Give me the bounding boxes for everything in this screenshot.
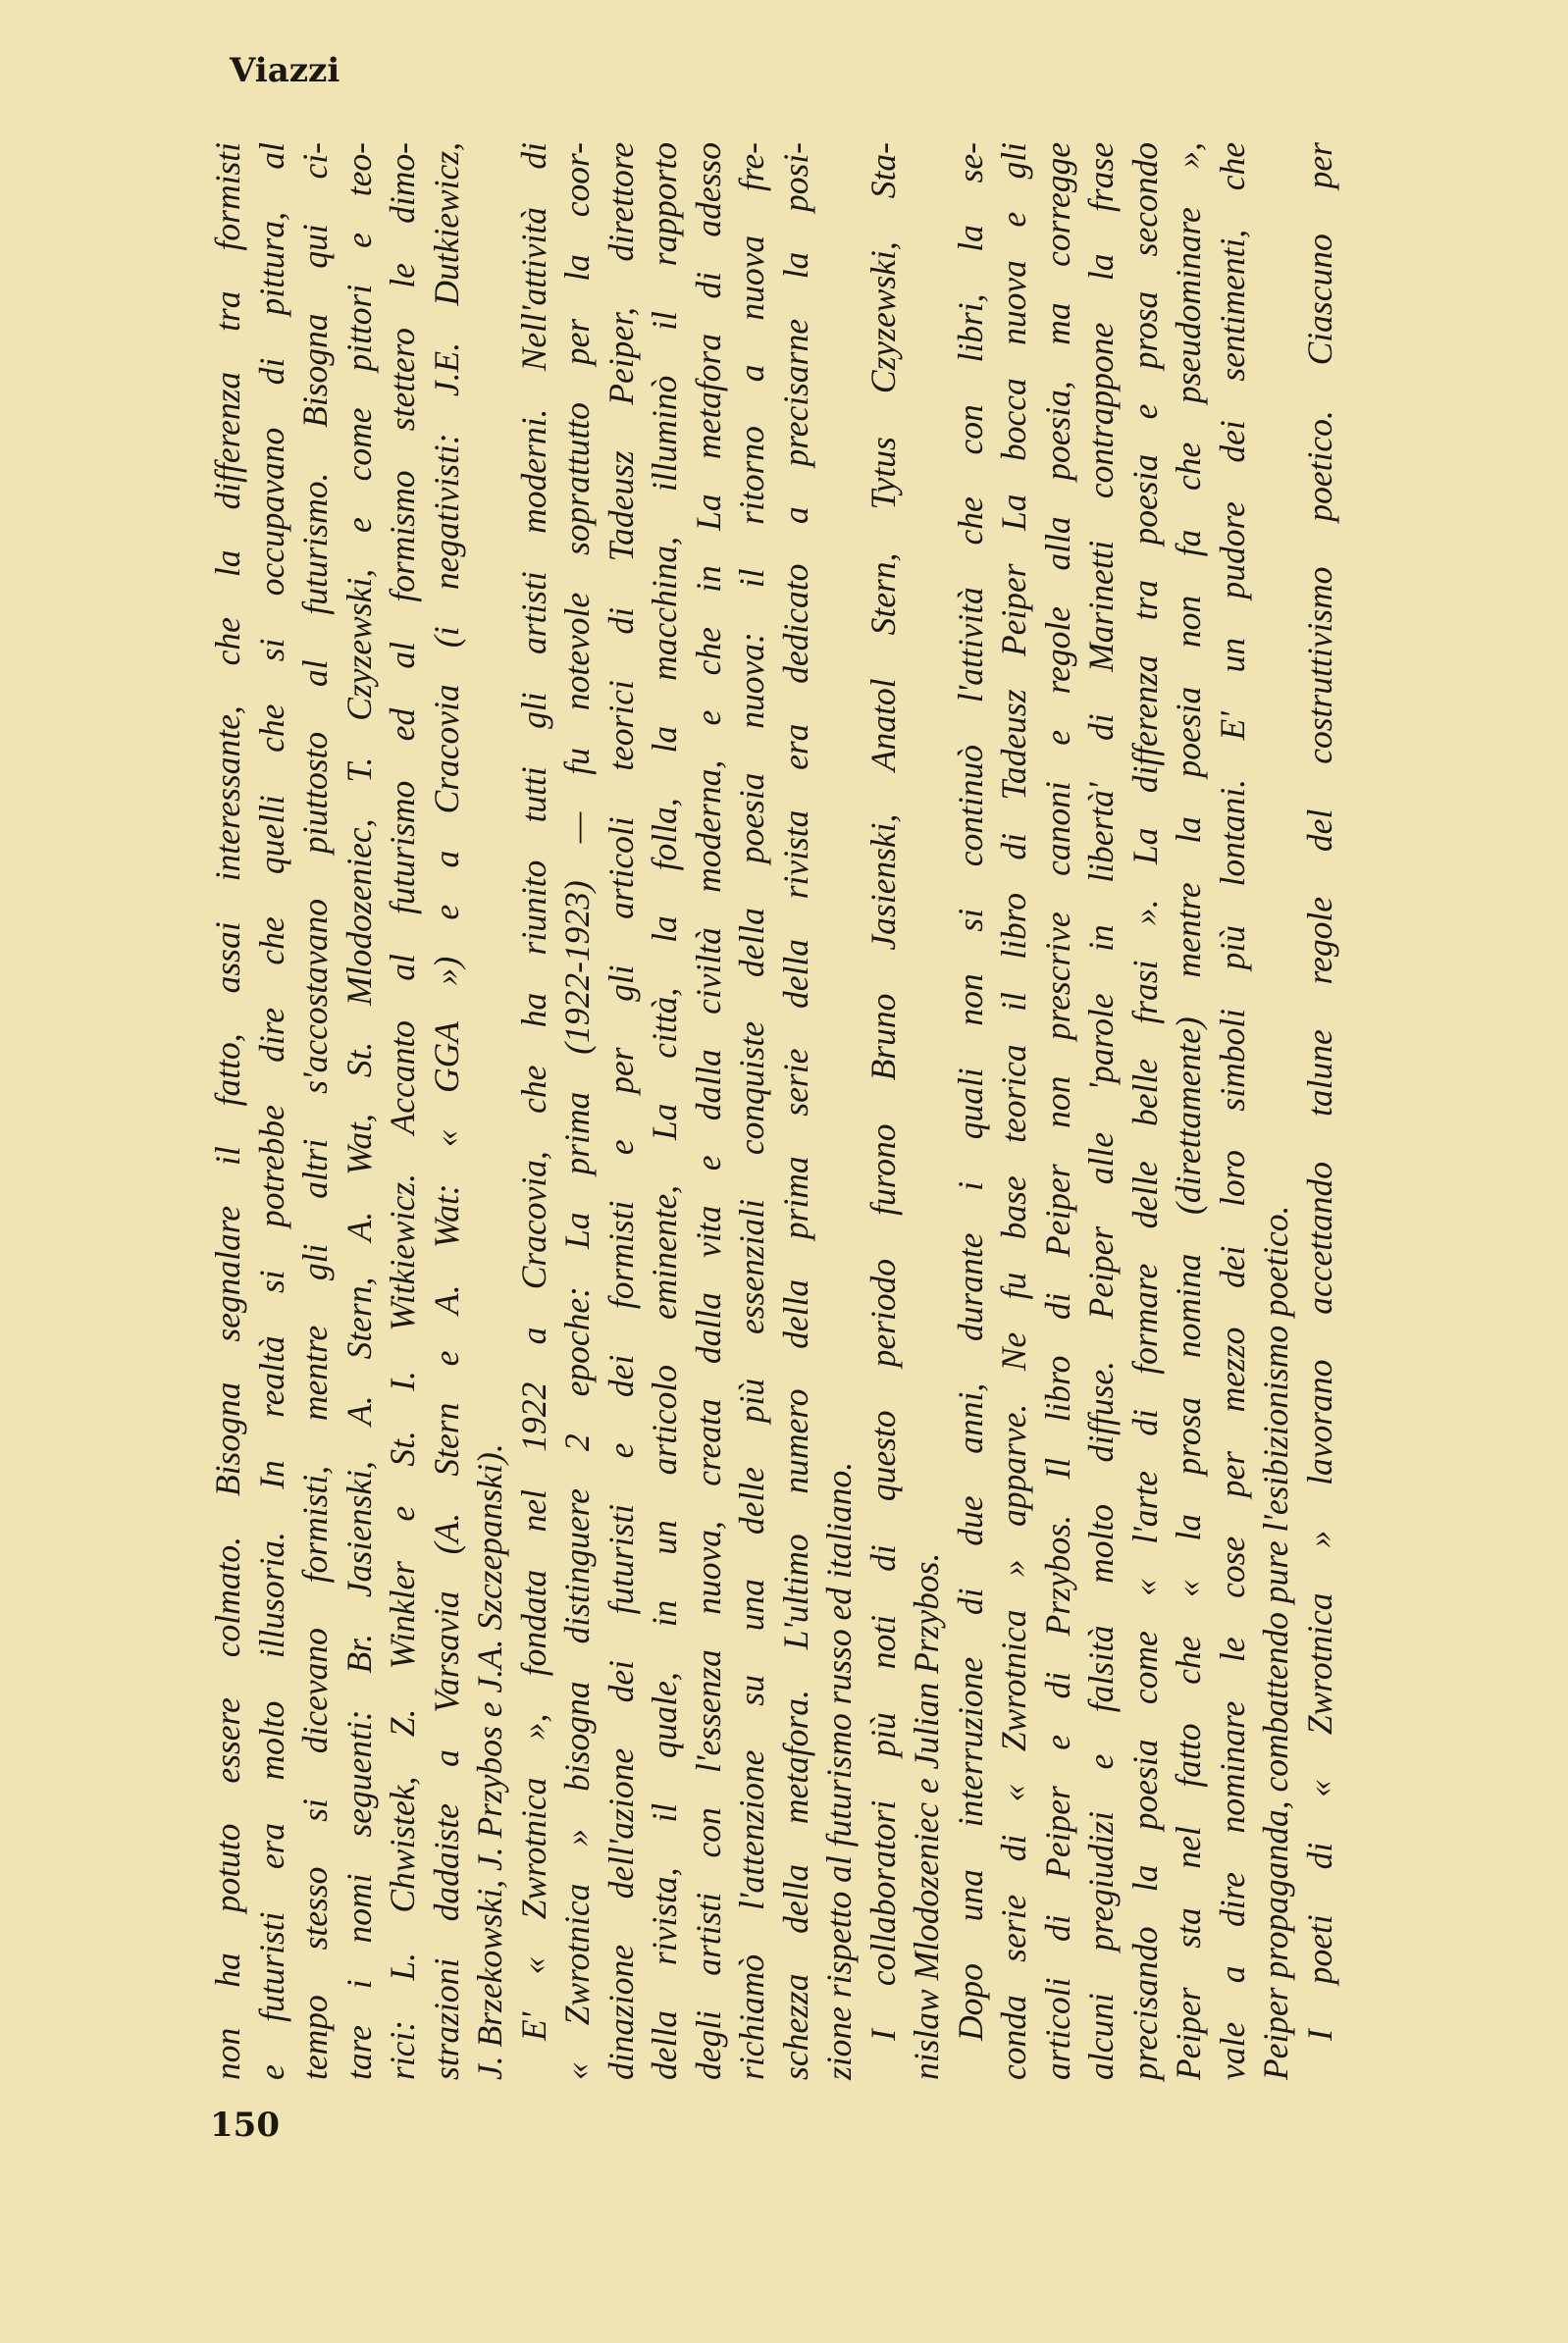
rotated-text-block <box>206 142 1423 2080</box>
text-line: Dopo una interruzione di due anni, durante i quali non si continuò l'attività che con libri, la se- <box>950 142 990 2041</box>
text-line: I collaboratori più noti di questo periodo furono Bruno Jasienski, Anatol Stern, Tytus Czyzewski, Sta- <box>862 142 903 2041</box>
text-line: della rivista, il quale, in un articolo eminente, La città, la folla, la macchina, illuminò il rapporto <box>645 142 684 2080</box>
paragraph-1 <box>206 142 512 2080</box>
text-line: degli artisti con l'essenza nuova, creata dalla vita e dalla civiltà moderna, e che in La metafora di adesso <box>688 142 728 2080</box>
text-line: richiamò l'attenzione su una delle più essenziali conquiste della poesia nuova: il ritorno a nuova fre- <box>732 142 771 2080</box>
text-line: tare i nomi seguenti: Br. Jasienski, A. Stern, A. Wat, St. Mlodozeniec, T. Czyzewski, e come pittori e teo- <box>339 142 379 2080</box>
paragraph-2 <box>512 142 862 2080</box>
text-line: « Zwrotnica » bisogna distinguere 2 epoche: La prima (1922-1923) — fu notevole soprattutto per la coor- <box>557 142 597 2080</box>
running-head: Viazzi <box>230 51 340 90</box>
text-line: e futuristi era molto illusoria. In realtà si potrebbe dire che quelli che si occupavano di pittura, al <box>251 142 291 2080</box>
paragraph-3 <box>862 142 949 2080</box>
text-line: E' « Zwrotnica », fondata nel 1922 a Cracovia, che ha riunito tutti gli artisti moderni. Nell'attività di <box>513 142 553 2041</box>
text-line: schezza della metafora. L'ultimo numero della prima serie della rivista era dedicato a precisarne la posi- <box>775 142 815 2080</box>
text-line: conda serie di « Zwrotnica » apparve. Ne fu base teorica il libro di Tadeusz Peiper La bocca nuova e gli <box>994 142 1033 2080</box>
text-line: Peiper sta nel fatto che « la prosa nomina (direttamente) mentre la poesia non fa che pseudominare », <box>1169 142 1208 2080</box>
text-line: tempo stesso si dicevano formisti, mentre gli altri s'accostavano piuttosto al futurismo. Bisogna qui ci- <box>295 142 335 2080</box>
text-line: dinazione dell'azione dei futuristi e dei formisti e per gli articoli teorici di Tadeusz Peiper, direttore <box>601 142 641 2080</box>
text-line: zione rispetto al futurismo russo ed italiano. <box>819 1461 859 2080</box>
text-line: alcuni pregiudizi e falsità molto diffuse. Peiper alle 'parole in libertà' di Marinetti contrappone la frase <box>1081 142 1121 2080</box>
text-line: strazioni dadaiste a Varsavia (A. Stern e A. Wat: « GGA ») e a Cracovia (i negativisti: J.E. Dutkiewicz, <box>426 142 466 2080</box>
text-line: Peiper propaganda, combattendo pure l'esibizionismo poetico. <box>1256 1205 1295 2080</box>
text-line: precisando la poesia come « l'arte di formare delle belle frasi ». La differenza tra poesia e prosa secondo <box>1124 142 1165 2080</box>
text-line: articoli di Peiper e di Przybos. Il libro di Peiper non prescrive canoni e regole alla poesia, ma corregge <box>1037 142 1077 2080</box>
page-number: 150 <box>210 2106 280 2145</box>
text-line: J. Brzekowski, J. Przybos e J.A. Szczepanski). <box>470 1443 509 2080</box>
text-line: I poeti di « Zwrotnica » lavorano accettando talune regole del costruttivismo poetico. Ciascuno per <box>1299 142 1339 2041</box>
text-line: vale a dire nominare le cose per mezzo dei loro simboli più lontani. E' un pudore dei sentimenti, che <box>1212 142 1252 2080</box>
text-line: rici: L. Chwistek, Z. Winkler e St. I. Witkiewicz. Accanto al futurismo ed al formismo stettero le dimo- <box>383 142 422 2080</box>
paragraph-5 <box>1298 142 1342 2080</box>
text-line: nislaw Mlodozeniec e Julian Przybos. <box>907 1552 946 2080</box>
text-line: non ha potuto essere colmato. Bisogna segnalare il fatto, assai interessante, che la differenza tra formisti <box>208 142 247 2080</box>
paragraph-4 <box>949 142 1298 2080</box>
